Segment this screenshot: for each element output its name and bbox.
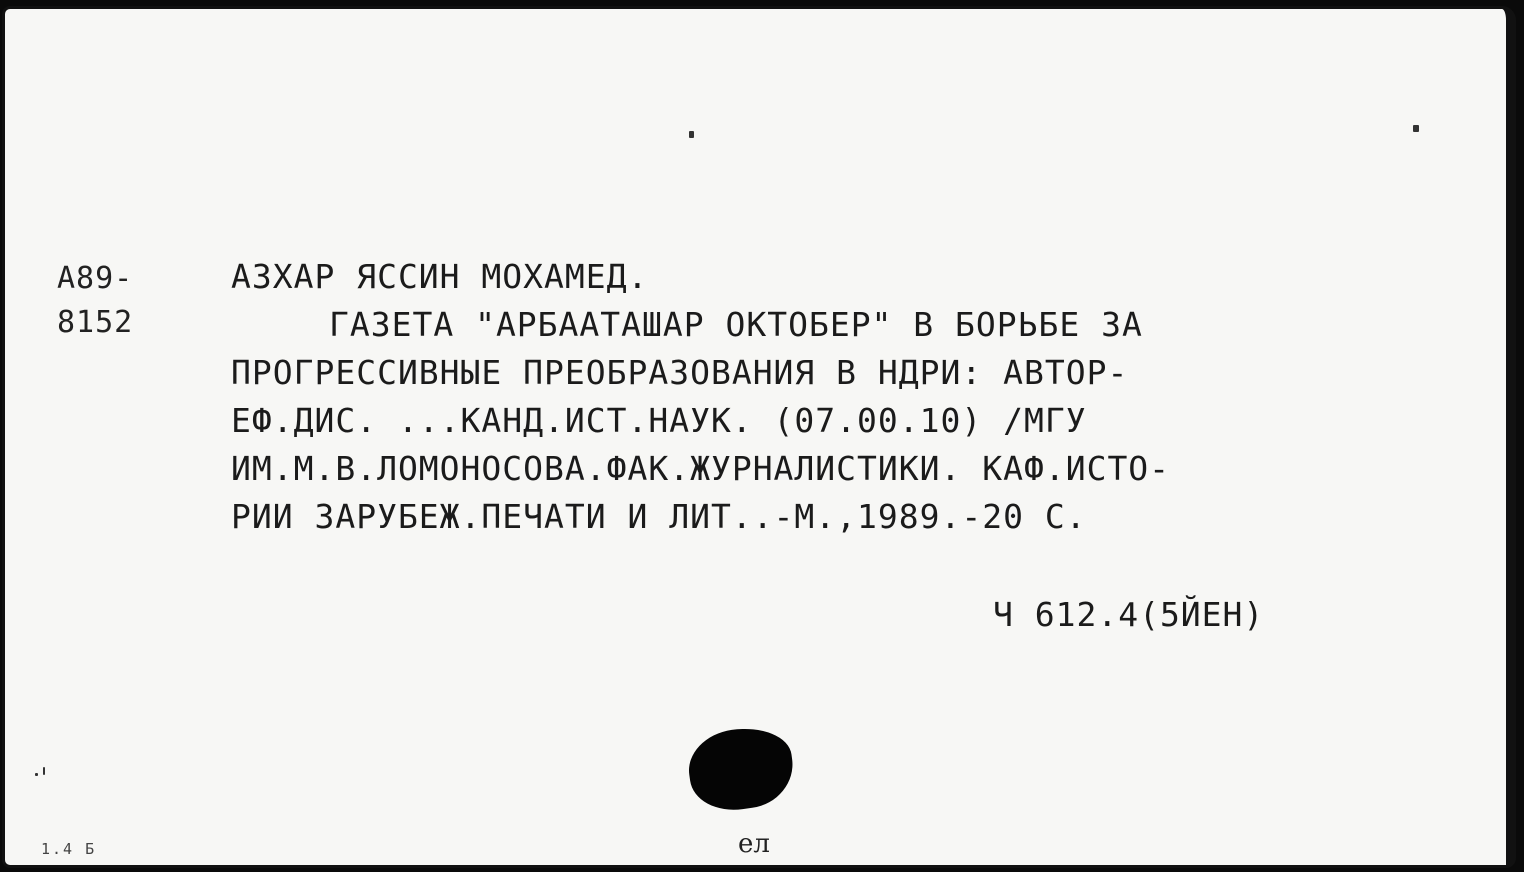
dust-speck — [689, 131, 694, 138]
call-number-line-1: А89- — [57, 261, 134, 296]
title-line-1: ГАЗЕТА "АРБААТАШАР ОКТОБЕР" В БОРЬБЕ ЗА — [329, 305, 1143, 344]
title-line-3: ЕФ.ДИС. ...КАНД.ИСТ.НАУК. (07.00.10) /МГУ — [231, 401, 1087, 440]
classification-code: Ч 612.4(5ЙЕН) — [993, 595, 1265, 634]
title-line-4: ИМ.М.В.ЛОМОНОСОВА.ФАК.ЖУРНАЛИСТИКИ. КАФ.ИСТО- — [231, 449, 1171, 488]
punch-hole — [684, 722, 798, 816]
call-number — [57, 257, 133, 345]
author-heading: АЗХАР ЯССИН МОХАМЕД. — [231, 257, 649, 296]
title-line-2: ПРОГРЕССИВНЫЕ ПРЕОБРАЗОВАНИЯ В НДРИ: АВТОР- — [231, 353, 1129, 392]
call-number-line-2: 8152 — [57, 305, 134, 340]
handwritten-mark: ел — [738, 829, 770, 859]
catalog-card — [2, 6, 1516, 868]
dust-speck — [35, 773, 38, 776]
title-line-5: РИИ ЗАРУБЕЖ.ПЕЧАТИ И ЛИТ..-М.,1989.-20 С. — [231, 497, 1087, 536]
bibliographic-entry — [231, 253, 1391, 541]
corner-code: 1.4 Б — [41, 840, 97, 858]
dust-speck — [43, 767, 45, 775]
dust-speck — [1413, 125, 1419, 132]
